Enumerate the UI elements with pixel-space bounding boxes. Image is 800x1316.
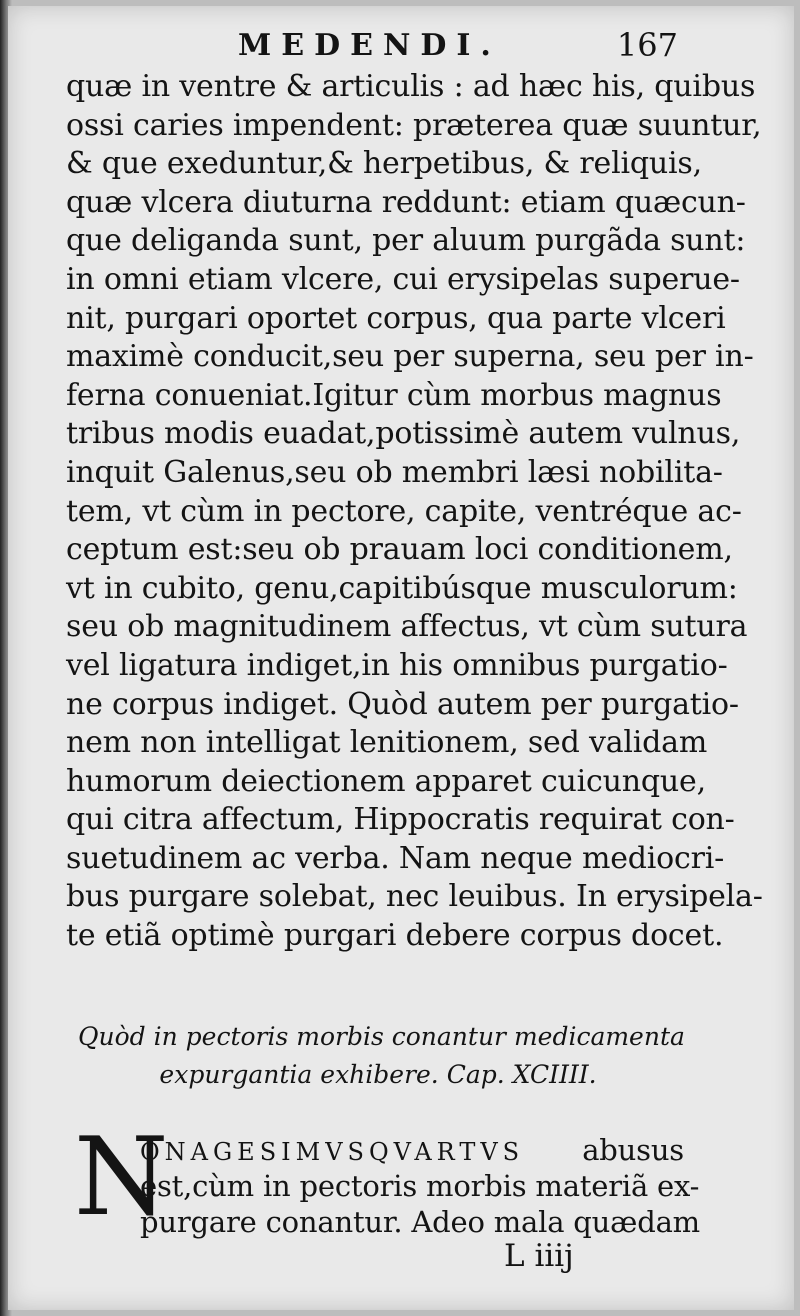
chapter-opening-paragraph: [74, 1115, 700, 1252]
text-line: ne corpus indiget. Quòd autem per purgatio-: [66, 686, 739, 722]
text-line: te etiã optimè purgari debere corpus docet.: [66, 918, 724, 954]
text-line: ossi caries impendent: præterea quæ suuntur,: [66, 107, 762, 143]
opening-line-1: [140, 1132, 684, 1168]
book-page: [8, 6, 794, 1310]
opening-lines: [140, 1132, 700, 1240]
page-header: [238, 24, 678, 74]
chapter-title: [78, 1018, 685, 1094]
opening-smallcaps: ONAGESIMVSQVARTVS: [140, 1138, 525, 1166]
text-line: tribus modis euadat,potissimè autem vulnus,: [66, 416, 741, 452]
text-line: qui citra affectum, Hippocratis requirat con-: [66, 802, 735, 838]
text-line: nit, purgari oportet corpus, qua parte vlceri: [66, 300, 726, 336]
text-line: suetudinem ac verba. Nam neque mediocri-: [66, 840, 725, 876]
text-line: nem non intelligat lenitionem, sed validam: [66, 725, 708, 761]
opening-line-1-rest: abusus: [524, 1133, 684, 1167]
main-text-block: [66, 68, 763, 956]
text-line: inquit Galenus,seu ob membri læsi nobilita-: [66, 454, 723, 490]
page-number: 167: [616, 26, 678, 64]
text-line: que deliganda sunt, per aluum purgãda sunt:: [66, 223, 746, 259]
text-line: tem, vt cùm in pectore, capite, ventréque ac-: [66, 493, 742, 529]
text-line: seu ob magnitudinem affectus, vt cùm sutura: [66, 609, 748, 645]
text-line: vt in cubito, genu,capitibúsque musculorum:: [66, 570, 738, 606]
text-line: vel ligatura indiget,in his omnibus purgatio-: [66, 647, 728, 683]
chapter-title-line-1: Quòd in pectoris morbis conantur medicamenta: [78, 1022, 685, 1051]
text-line: bus purgare solebat, nec leuibus. In erysipela-: [66, 879, 763, 915]
text-line: ferna conueniat.Igitur cùm morbus magnus: [66, 377, 722, 413]
signature-mark: L iiij: [504, 1238, 574, 1274]
text-line: quæ in ventre & articulis : ad hæc his, quibus: [66, 69, 756, 104]
text-line: quæ vlcera diuturna reddunt: etiam quæcun-: [66, 184, 746, 220]
running-head: MEDENDI.: [238, 28, 501, 63]
opening-line-2: est,cùm in pectoris morbis materiã ex-: [140, 1169, 700, 1203]
text-line: maximè conducit,seu per superna, seu per in-: [66, 339, 754, 375]
drop-cap: N: [74, 1115, 169, 1240]
text-line: humorum deiectionem apparet cuicunque,: [66, 763, 706, 799]
text-line: in omni etiam vlcere, cui erysipelas superue-: [66, 261, 740, 297]
opening-line-3: purgare conantur. Adeo mala quædam: [140, 1205, 700, 1239]
text-line: & que exeduntur,& herpetibus, & reliquis,: [66, 146, 702, 182]
chapter-title-line-2: expurgantia exhibere. Cap. XCIIII.: [159, 1060, 597, 1089]
text-line: ceptum est:seu ob prauam loci conditionem,: [66, 532, 733, 568]
